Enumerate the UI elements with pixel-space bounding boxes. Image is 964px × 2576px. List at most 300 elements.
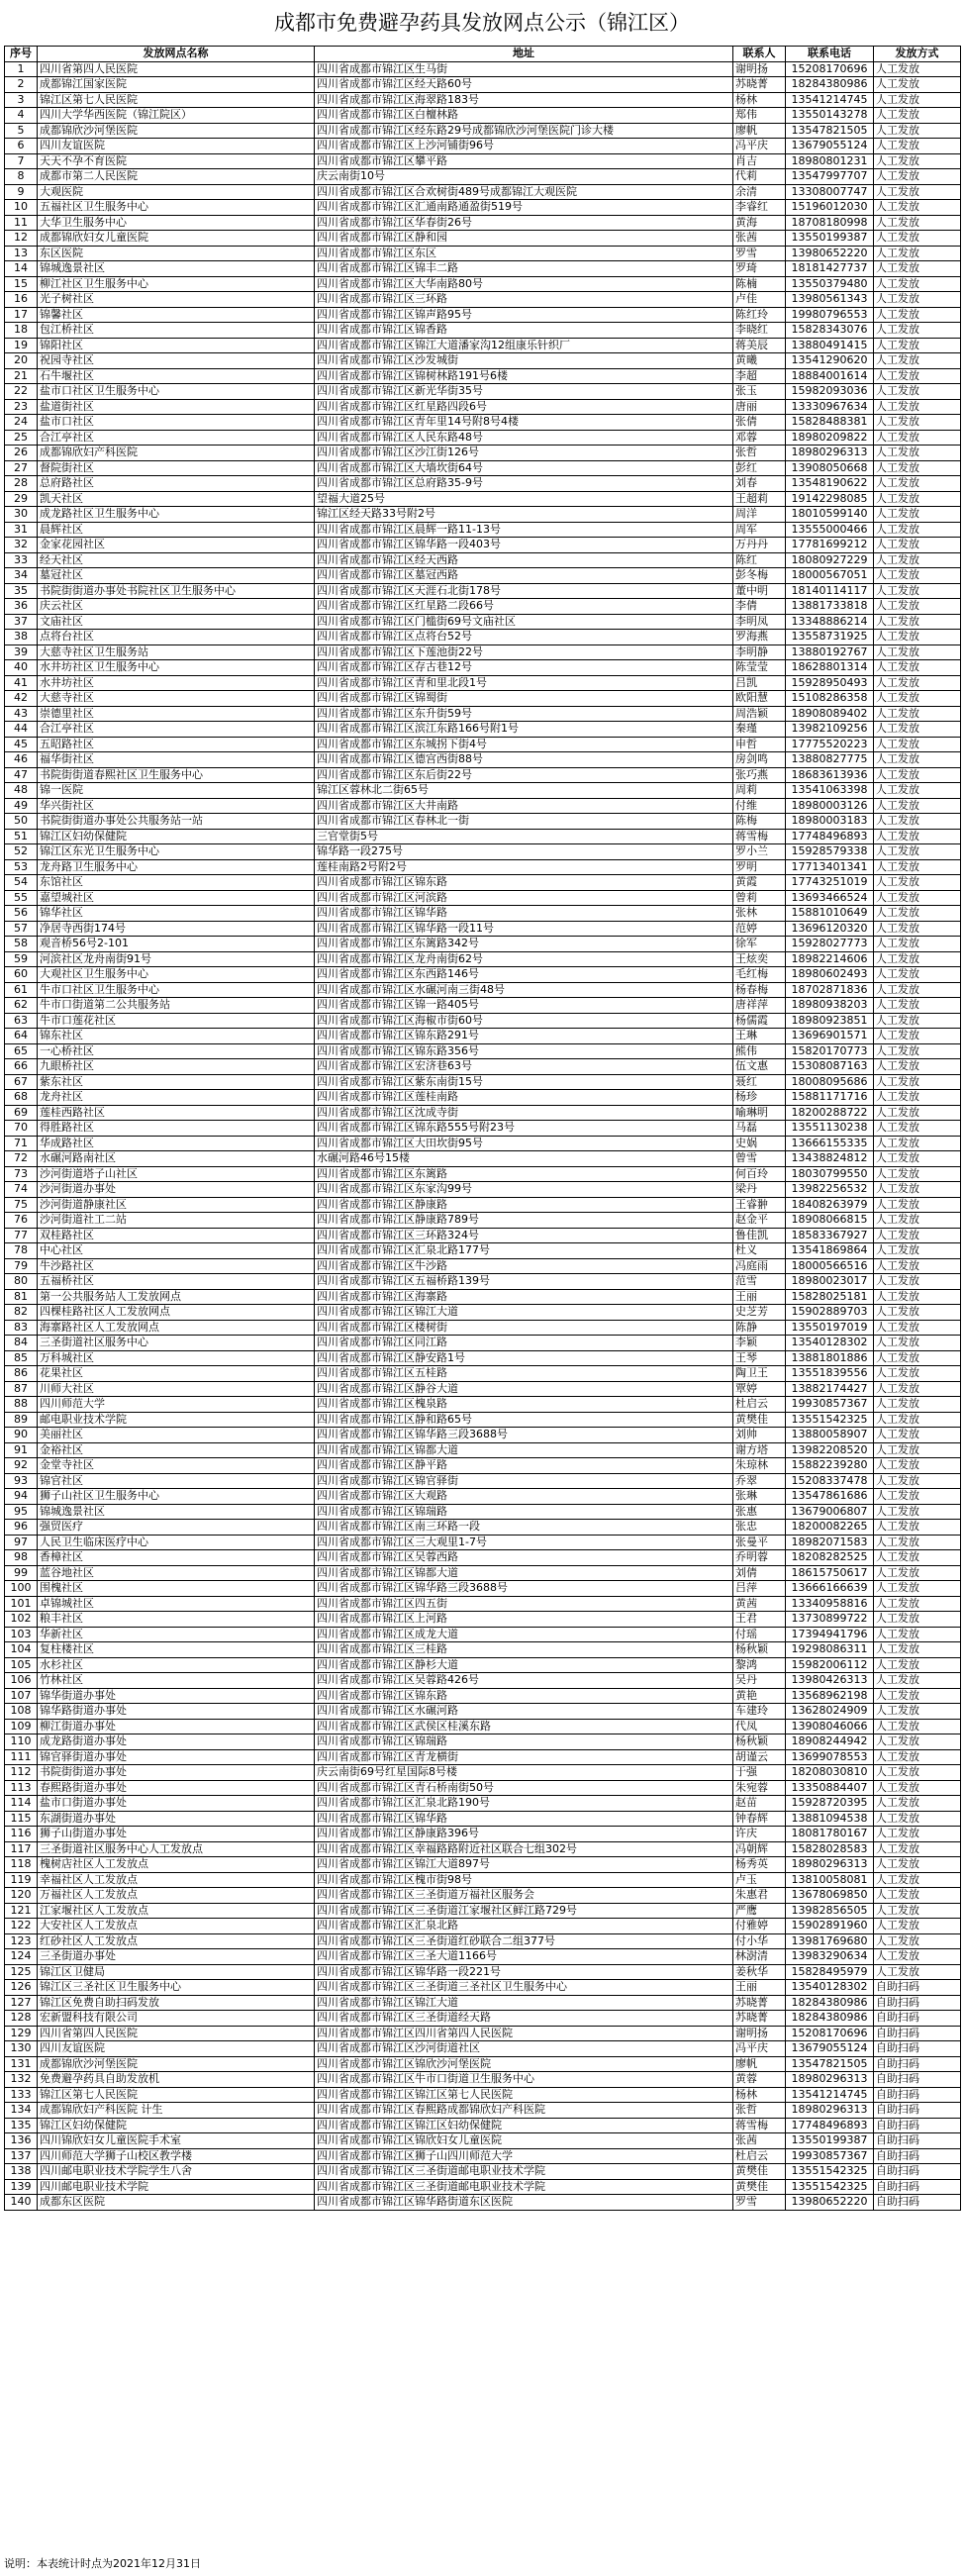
table-row bbox=[5, 1166, 961, 1182]
cell-phone: 18284380986 bbox=[786, 2011, 874, 2027]
cell-address: 四川省成都市锦江区晨辉一路11-13号 bbox=[315, 522, 733, 538]
cell-method: 人工发放 bbox=[874, 1458, 961, 1474]
cell-contact: 董中明 bbox=[733, 583, 786, 599]
cell-index: 119 bbox=[5, 1872, 38, 1888]
cell-name: 三圣街道办事处 bbox=[38, 1949, 315, 1965]
table-row bbox=[5, 967, 961, 983]
cell-method: 人工发放 bbox=[874, 737, 961, 752]
cell-contact: 陈红玲 bbox=[733, 307, 786, 323]
cell-index: 117 bbox=[5, 1841, 38, 1857]
cell-phone: 18030799550 bbox=[786, 1166, 874, 1182]
table-row bbox=[5, 1827, 961, 1842]
cell-address: 四川省成都市锦江区墓冠西路 bbox=[315, 568, 733, 584]
cell-index: 132 bbox=[5, 2072, 38, 2088]
cell-address: 四川省成都市锦江区静康路396号 bbox=[315, 1827, 733, 1842]
cell-method: 人工发放 bbox=[874, 967, 961, 983]
cell-index: 58 bbox=[5, 937, 38, 952]
cell-contact: 罗小兰 bbox=[733, 844, 786, 860]
cell-contact: 张惠 bbox=[733, 1504, 786, 1520]
cell-contact: 李晓红 bbox=[733, 323, 786, 339]
cell-name: 水碾河路南社区 bbox=[38, 1151, 315, 1167]
cell-index: 52 bbox=[5, 844, 38, 860]
cell-address: 四川省成都市锦江区五福桥路139号 bbox=[315, 1274, 733, 1290]
cell-contact: 廖帆 bbox=[733, 123, 786, 139]
cell-index: 65 bbox=[5, 1043, 38, 1059]
cell-phone: 13880491415 bbox=[786, 338, 874, 353]
cell-method: 人工发放 bbox=[874, 1949, 961, 1965]
table-row bbox=[5, 491, 961, 507]
cell-method: 人工发放 bbox=[874, 783, 961, 799]
table-row bbox=[5, 706, 961, 722]
cell-index: 8 bbox=[5, 169, 38, 185]
cell-phone: 13980652220 bbox=[786, 2195, 874, 2211]
cell-name: 祝园寺社区 bbox=[38, 353, 315, 369]
cell-contact: 黄樊佳 bbox=[733, 1412, 786, 1428]
cell-phone: 18884001614 bbox=[786, 368, 874, 384]
cell-phone: 18980923851 bbox=[786, 1013, 874, 1029]
cell-name: 美丽社区 bbox=[38, 1428, 315, 1443]
cell-contact: 冯平庆 bbox=[733, 139, 786, 154]
cell-method: 人工发放 bbox=[874, 706, 961, 722]
cell-address: 庆云南街10号 bbox=[315, 169, 733, 185]
cell-index: 72 bbox=[5, 1151, 38, 1167]
cell-phone: 17781699212 bbox=[786, 538, 874, 553]
cell-name: 庆云社区 bbox=[38, 599, 315, 615]
cell-contact: 黎鸿 bbox=[733, 1657, 786, 1673]
cell-phone: 15881010649 bbox=[786, 906, 874, 922]
cell-phone: 15982093036 bbox=[786, 384, 874, 400]
cell-address: 四川省成都市锦江区锦树林路191号6楼 bbox=[315, 368, 733, 384]
cell-contact: 张茜 bbox=[733, 231, 786, 247]
cell-phone: 13679006807 bbox=[786, 1504, 874, 1520]
table-row bbox=[5, 1397, 961, 1413]
cell-method: 人工发放 bbox=[874, 859, 961, 875]
table-row bbox=[5, 1749, 961, 1765]
cell-contact: 张林 bbox=[733, 906, 786, 922]
cell-phone: 18000567051 bbox=[786, 568, 874, 584]
cell-method: 人工发放 bbox=[874, 982, 961, 998]
cell-name: 三圣街道社区服务中心人工发放点 bbox=[38, 1841, 315, 1857]
cell-contact: 徐军 bbox=[733, 937, 786, 952]
table-row bbox=[5, 1520, 961, 1536]
cell-name: 双桂路社区 bbox=[38, 1228, 315, 1243]
cell-address: 四川省成都市锦江区锦都大道 bbox=[315, 1565, 733, 1581]
cell-phone: 15828028583 bbox=[786, 1841, 874, 1857]
table-row bbox=[5, 951, 961, 967]
cell-index: 94 bbox=[5, 1489, 38, 1505]
cell-contact: 彭冬梅 bbox=[733, 568, 786, 584]
cell-method: 人工发放 bbox=[874, 460, 961, 476]
cell-phone: 17775520223 bbox=[786, 737, 874, 752]
cell-method: 自助扫码 bbox=[874, 2072, 961, 2088]
cell-address: 四川省成都市锦江区同江路 bbox=[315, 1336, 733, 1351]
cell-index: 118 bbox=[5, 1857, 38, 1873]
cell-method: 人工发放 bbox=[874, 814, 961, 830]
cell-address: 四川省成都市锦江区锦欣妇女儿童医院 bbox=[315, 2133, 733, 2149]
cell-name: 锦城逸景社区 bbox=[38, 261, 315, 277]
table-row bbox=[5, 1412, 961, 1428]
cell-name: 锦阳社区 bbox=[38, 338, 315, 353]
cell-index: 37 bbox=[5, 614, 38, 630]
cell-phone: 13908050668 bbox=[786, 460, 874, 476]
cell-contact: 鲁佳凯 bbox=[733, 1228, 786, 1243]
cell-address: 四川省成都市锦江区锦江大道 bbox=[315, 1995, 733, 2011]
cell-contact: 朱宛蓉 bbox=[733, 1780, 786, 1796]
table-row bbox=[5, 476, 961, 492]
cell-index: 66 bbox=[5, 1059, 38, 1075]
table-row bbox=[5, 829, 961, 844]
cell-address: 四川省成都市锦江区红星路二段66号 bbox=[315, 599, 733, 615]
cell-contact: 蒋雪梅 bbox=[733, 2118, 786, 2133]
cell-phone: 13551130238 bbox=[786, 1121, 874, 1137]
cell-name: 邮电职业技术学院 bbox=[38, 1412, 315, 1428]
cell-method: 人工发放 bbox=[874, 307, 961, 323]
cell-contact: 乔明蓉 bbox=[733, 1550, 786, 1566]
table-row bbox=[5, 1458, 961, 1474]
cell-name: 五昭路社区 bbox=[38, 737, 315, 752]
cell-index: 135 bbox=[5, 2118, 38, 2133]
table-row bbox=[5, 261, 961, 277]
table-row bbox=[5, 353, 961, 369]
cell-contact: 张曼平 bbox=[733, 1535, 786, 1550]
cell-address: 四川省成都市锦江区槐泉路 bbox=[315, 1397, 733, 1413]
cell-method: 人工发放 bbox=[874, 1765, 961, 1781]
cell-index: 20 bbox=[5, 353, 38, 369]
cell-address: 四川省成都市锦江区青和里北段1号 bbox=[315, 675, 733, 691]
cell-address: 四川省成都市锦江区静平路 bbox=[315, 1458, 733, 1474]
cell-method: 人工发放 bbox=[874, 1151, 961, 1167]
cell-phone: 19142298085 bbox=[786, 491, 874, 507]
cell-name: 凯天社区 bbox=[38, 491, 315, 507]
cell-name: 成龙路街道办事处 bbox=[38, 1734, 315, 1750]
cell-address: 水碾河路46号15楼 bbox=[315, 1151, 733, 1167]
cell-method: 人工发放 bbox=[874, 1688, 961, 1704]
footnote: 说明：本表统计时点为2021年12月31日 bbox=[4, 2557, 201, 2570]
cell-name: 万科城社区 bbox=[38, 1350, 315, 1366]
cell-name: 锦江区妇幼保健院 bbox=[38, 2118, 315, 2133]
table-row bbox=[5, 384, 961, 400]
cell-method: 人工发放 bbox=[874, 951, 961, 967]
cell-name: 光子树社区 bbox=[38, 292, 315, 308]
cell-address: 四川省成都市锦江区锦官驿街 bbox=[315, 1473, 733, 1489]
cell-contact: 毛红梅 bbox=[733, 967, 786, 983]
cell-phone: 18000566516 bbox=[786, 1258, 874, 1274]
table-row bbox=[5, 1596, 961, 1612]
cell-phone: 13679055124 bbox=[786, 2041, 874, 2057]
cell-name: 文庙社区 bbox=[38, 614, 315, 630]
cell-address: 锦江区经天路33号附2号 bbox=[315, 507, 733, 523]
cell-phone: 18628801314 bbox=[786, 660, 874, 676]
cell-phone: 18080927229 bbox=[786, 552, 874, 568]
cell-index: 101 bbox=[5, 1596, 38, 1612]
cell-phone: 13558731925 bbox=[786, 630, 874, 645]
cell-index: 113 bbox=[5, 1780, 38, 1796]
cell-phone: 13880058907 bbox=[786, 1428, 874, 1443]
cell-method: 人工发放 bbox=[874, 1919, 961, 1934]
cell-contact: 万丹丹 bbox=[733, 538, 786, 553]
cell-method: 人工发放 bbox=[874, 1673, 961, 1689]
cell-name: 石牛堰社区 bbox=[38, 368, 315, 384]
cell-phone: 15882239280 bbox=[786, 1458, 874, 1474]
cell-phone: 13541290620 bbox=[786, 353, 874, 369]
cell-method: 人工发放 bbox=[874, 231, 961, 247]
cell-name: 莲桂西路社区 bbox=[38, 1105, 315, 1121]
cell-name: 盐市口社区卫生服务中心 bbox=[38, 384, 315, 400]
cell-contact: 严鹰 bbox=[733, 1903, 786, 1919]
cell-name: 狮子山社区卫生服务中心 bbox=[38, 1489, 315, 1505]
cell-method: 人工发放 bbox=[874, 691, 961, 707]
cell-phone: 15208170696 bbox=[786, 2026, 874, 2041]
cell-name: 崇德里社区 bbox=[38, 706, 315, 722]
cell-index: 84 bbox=[5, 1336, 38, 1351]
cell-phone: 17713401341 bbox=[786, 859, 874, 875]
table-row bbox=[5, 552, 961, 568]
cell-phone: 13666166639 bbox=[786, 1581, 874, 1597]
cell-index: 111 bbox=[5, 1749, 38, 1765]
cell-contact: 欧阳慧 bbox=[733, 691, 786, 707]
cell-phone: 13699078553 bbox=[786, 1749, 874, 1765]
cell-phone: 13548190622 bbox=[786, 476, 874, 492]
cell-phone: 18208030810 bbox=[786, 1765, 874, 1781]
cell-name: 盐市口社区 bbox=[38, 415, 315, 431]
cell-method: 人工发放 bbox=[874, 1243, 961, 1259]
cell-phone: 13550197019 bbox=[786, 1320, 874, 1336]
cell-method: 人工发放 bbox=[874, 1796, 961, 1812]
cell-contact: 代凤 bbox=[733, 1719, 786, 1734]
cell-phone: 15881171716 bbox=[786, 1090, 874, 1106]
cell-contact: 周莉 bbox=[733, 783, 786, 799]
page-title: 成都市免费避孕药具发放网点公示（锦江区） bbox=[274, 11, 690, 35]
table-row bbox=[5, 2103, 961, 2119]
cell-address: 四川省成都市锦江区锦华路 bbox=[315, 906, 733, 922]
cell-contact: 朱惠君 bbox=[733, 1888, 786, 1904]
cell-address: 四川省成都市锦江区东篱路342号 bbox=[315, 937, 733, 952]
table-row bbox=[5, 1719, 961, 1734]
cell-contact: 杜义 bbox=[733, 1243, 786, 1259]
cell-contact: 马磊 bbox=[733, 1121, 786, 1137]
cell-index: 89 bbox=[5, 1412, 38, 1428]
cell-name: 盐市口街道办事处 bbox=[38, 1796, 315, 1812]
cell-phone: 13678069850 bbox=[786, 1888, 874, 1904]
cell-address: 四川省成都市锦江区锦瑞路 bbox=[315, 1734, 733, 1750]
cell-name: 免费避孕药具自助发放机 bbox=[38, 2072, 315, 2088]
cell-phone: 13551542325 bbox=[786, 2164, 874, 2180]
cell-name: 中心社区 bbox=[38, 1243, 315, 1259]
cell-name: 金家花园社区 bbox=[38, 538, 315, 553]
cell-phone: 18908244942 bbox=[786, 1734, 874, 1750]
cell-method: 人工发放 bbox=[874, 368, 961, 384]
cell-name: 龙舟路卫生服务中心 bbox=[38, 859, 315, 875]
table-row bbox=[5, 1995, 961, 2011]
cell-index: 108 bbox=[5, 1704, 38, 1720]
cell-method: 人工发放 bbox=[874, 169, 961, 185]
cell-index: 99 bbox=[5, 1565, 38, 1581]
table-row bbox=[5, 906, 961, 922]
cell-method: 人工发放 bbox=[874, 92, 961, 108]
cell-address: 四川省成都市锦江区锦江区妇幼保健院 bbox=[315, 2118, 733, 2133]
cell-name: 华兴街社区 bbox=[38, 798, 315, 814]
cell-name: 宏新盟科技有限公司 bbox=[38, 2011, 315, 2027]
cell-contact: 廖帆 bbox=[733, 2056, 786, 2072]
cell-address: 四川省成都市锦江区大墙坎街64号 bbox=[315, 460, 733, 476]
cell-phone: 13881733818 bbox=[786, 599, 874, 615]
cell-method: 人工发放 bbox=[874, 722, 961, 738]
cell-name: 书院街街道办事处 bbox=[38, 1765, 315, 1781]
cell-address: 四川省成都市锦江区三桂路 bbox=[315, 1642, 733, 1658]
cell-name: 书院街街道办事处书院社区卫生服务中心 bbox=[38, 583, 315, 599]
cell-method: 人工发放 bbox=[874, 522, 961, 538]
cell-index: 88 bbox=[5, 1397, 38, 1413]
cell-phone: 18140114117 bbox=[786, 583, 874, 599]
cell-contact: 陈莹莹 bbox=[733, 660, 786, 676]
cell-phone: 13541214745 bbox=[786, 92, 874, 108]
cell-index: 44 bbox=[5, 722, 38, 738]
cell-address: 四川省成都市锦江区三圣大道1166号 bbox=[315, 1949, 733, 1965]
table-row bbox=[5, 1780, 961, 1796]
cell-name: 沙河街道办事处 bbox=[38, 1182, 315, 1198]
cell-name: 嘉望城社区 bbox=[38, 890, 315, 906]
cell-phone: 18284380986 bbox=[786, 77, 874, 93]
cell-phone: 15308087163 bbox=[786, 1059, 874, 1075]
table-row bbox=[5, 538, 961, 553]
cell-phone: 18208282525 bbox=[786, 1550, 874, 1566]
table-row bbox=[5, 1872, 961, 1888]
cell-contact: 罗琦 bbox=[733, 261, 786, 277]
cell-contact: 蒋雪梅 bbox=[733, 829, 786, 844]
cell-method: 自助扫码 bbox=[874, 2087, 961, 2103]
cell-phone: 15902891960 bbox=[786, 1919, 874, 1934]
table-row bbox=[5, 338, 961, 353]
cell-address: 四川省成都市锦江区海椒市街60号 bbox=[315, 1013, 733, 1029]
cell-phone: 15828343076 bbox=[786, 323, 874, 339]
cell-index: 25 bbox=[5, 430, 38, 446]
cell-index: 38 bbox=[5, 630, 38, 645]
cell-index: 4 bbox=[5, 108, 38, 124]
cell-phone: 13547821505 bbox=[786, 2056, 874, 2072]
cell-index: 80 bbox=[5, 1274, 38, 1290]
cell-address: 四川省成都市锦江区攀平路 bbox=[315, 153, 733, 169]
cell-address: 四川省成都市锦江区锦江大道潘家沟12组康乐针织厂 bbox=[315, 338, 733, 353]
cell-phone: 18708180998 bbox=[786, 215, 874, 231]
cell-method: 人工发放 bbox=[874, 890, 961, 906]
table-row bbox=[5, 415, 961, 431]
cell-contact: 王丽 bbox=[733, 1980, 786, 1996]
cell-address: 四川省成都市锦江区四川省第四人民医院 bbox=[315, 2026, 733, 2041]
cell-index: 41 bbox=[5, 675, 38, 691]
cell-phone: 13547821505 bbox=[786, 123, 874, 139]
cell-method: 人工发放 bbox=[874, 844, 961, 860]
cell-address: 四川省成都市锦江区南三环路一段 bbox=[315, 1520, 733, 1536]
cell-method: 自助扫码 bbox=[874, 2164, 961, 2180]
cell-name: 紫东社区 bbox=[38, 1074, 315, 1090]
cell-name: 东区医院 bbox=[38, 246, 315, 261]
cell-contact: 杨林 bbox=[733, 92, 786, 108]
cell-address: 四川省成都市锦江区锦华路三段3688号 bbox=[315, 1428, 733, 1443]
cell-address: 四川省成都市锦江区三圣街道邮电职业技术学院 bbox=[315, 2179, 733, 2195]
cell-name: 大观医院 bbox=[38, 184, 315, 200]
cell-address: 四川省成都市锦江区天涯石北街178号 bbox=[315, 583, 733, 599]
cell-index: 53 bbox=[5, 859, 38, 875]
cell-method: 人工发放 bbox=[874, 1397, 961, 1413]
cell-address: 四川省成都市锦江区大观路 bbox=[315, 1489, 733, 1505]
cell-phone: 13679055124 bbox=[786, 139, 874, 154]
cell-address: 四川省成都市锦江区滨江东路166号附1号 bbox=[315, 722, 733, 738]
cell-name: 龙舟社区 bbox=[38, 1090, 315, 1106]
table-row bbox=[5, 1182, 961, 1198]
cell-index: 140 bbox=[5, 2195, 38, 2211]
cell-phone: 15820170773 bbox=[786, 1043, 874, 1059]
cell-phone: 13982256532 bbox=[786, 1182, 874, 1198]
cell-address: 四川省成都市锦江区龙舟南街62号 bbox=[315, 951, 733, 967]
cell-method: 人工发放 bbox=[874, 998, 961, 1014]
cell-index: 49 bbox=[5, 798, 38, 814]
cell-method: 人工发放 bbox=[874, 1182, 961, 1198]
cell-method: 人工发放 bbox=[874, 384, 961, 400]
table-row bbox=[5, 614, 961, 630]
cell-address: 四川省成都市锦江区锦声路95号 bbox=[315, 307, 733, 323]
cell-name: 晨辉社区 bbox=[38, 522, 315, 538]
table-row bbox=[5, 1612, 961, 1628]
cell-index: 19 bbox=[5, 338, 38, 353]
cell-index: 40 bbox=[5, 660, 38, 676]
cell-index: 128 bbox=[5, 2011, 38, 2027]
table-row bbox=[5, 921, 961, 937]
cell-contact: 林澍清 bbox=[733, 1949, 786, 1965]
cell-method: 人工发放 bbox=[874, 1442, 961, 1458]
cell-name: 牛沙路社区 bbox=[38, 1258, 315, 1274]
cell-address: 四川省成都市锦江区紫东南街15号 bbox=[315, 1074, 733, 1090]
cell-index: 27 bbox=[5, 460, 38, 476]
cell-phone: 15928720395 bbox=[786, 1796, 874, 1812]
cell-phone: 13881801886 bbox=[786, 1350, 874, 1366]
cell-index: 9 bbox=[5, 184, 38, 200]
cell-index: 22 bbox=[5, 384, 38, 400]
cell-contact: 罗明 bbox=[733, 859, 786, 875]
cell-phone: 13982109256 bbox=[786, 722, 874, 738]
cell-index: 71 bbox=[5, 1136, 38, 1151]
cell-index: 122 bbox=[5, 1919, 38, 1934]
cell-index: 18 bbox=[5, 323, 38, 339]
cell-method: 自助扫码 bbox=[874, 2026, 961, 2041]
table-row bbox=[5, 1688, 961, 1704]
cell-index: 62 bbox=[5, 998, 38, 1014]
cell-contact: 杨林 bbox=[733, 2087, 786, 2103]
cell-contact: 覃婷 bbox=[733, 1381, 786, 1397]
cell-index: 70 bbox=[5, 1121, 38, 1137]
cell-method: 人工发放 bbox=[874, 261, 961, 277]
cell-name: 四川邮电职业技术学院学生八舍 bbox=[38, 2164, 315, 2180]
cell-contact: 吕萍 bbox=[733, 1581, 786, 1597]
cell-method: 人工发放 bbox=[874, 1827, 961, 1842]
cell-index: 3 bbox=[5, 92, 38, 108]
cell-index: 138 bbox=[5, 2164, 38, 2180]
cell-contact: 刘春 bbox=[733, 476, 786, 492]
table-row bbox=[5, 1888, 961, 1904]
cell-index: 51 bbox=[5, 829, 38, 844]
cell-address: 四川省成都市锦江区大华南路80号 bbox=[315, 276, 733, 292]
cell-index: 124 bbox=[5, 1949, 38, 1965]
cell-contact: 赵金平 bbox=[733, 1213, 786, 1229]
cell-method: 人工发放 bbox=[874, 752, 961, 768]
cell-phone: 13547861686 bbox=[786, 1489, 874, 1505]
cell-index: 126 bbox=[5, 1980, 38, 1996]
cell-method: 人工发放 bbox=[874, 1166, 961, 1182]
table-row bbox=[5, 1243, 961, 1259]
cell-phone: 18200082265 bbox=[786, 1520, 874, 1536]
cell-contact: 卢佳 bbox=[733, 292, 786, 308]
cell-method: 人工发放 bbox=[874, 353, 961, 369]
cell-method: 自助扫码 bbox=[874, 2056, 961, 2072]
